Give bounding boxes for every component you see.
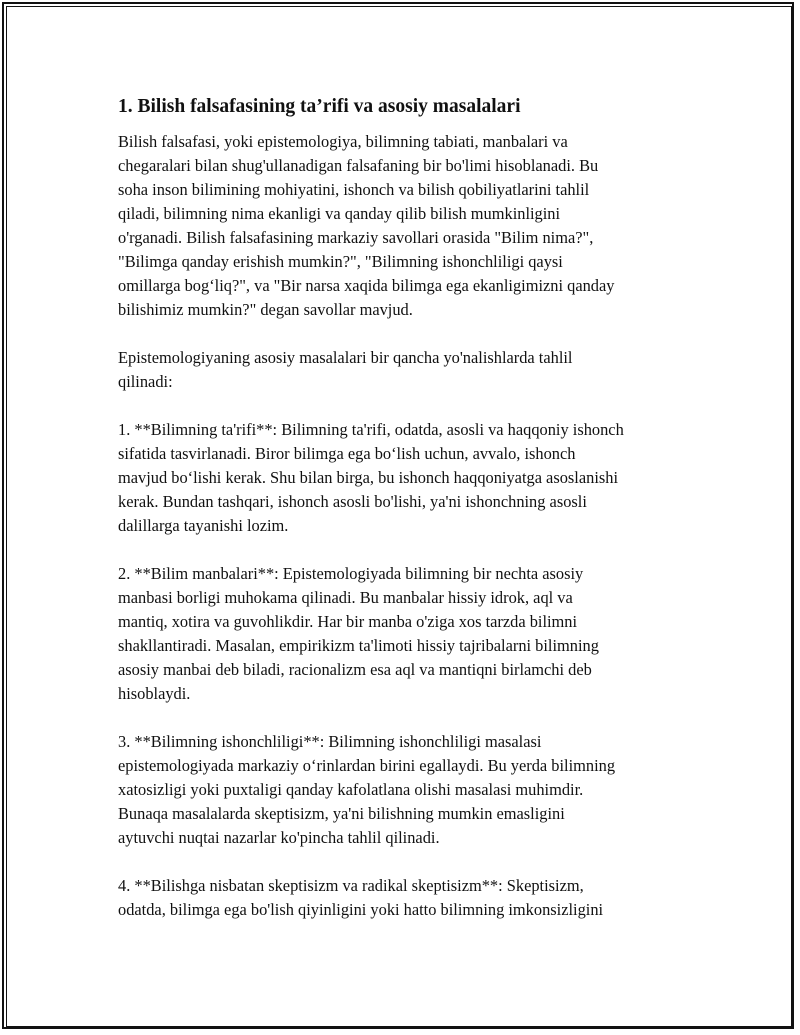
text-line: mavjud bo‘lishi kerak. Shu bilan birga, bu ishonch haqqoniyatga asoslanishi bbox=[118, 468, 618, 487]
text-line: manbasi borligi muhokama qilinadi. Bu manbalar hissiy idrok, aql va bbox=[118, 588, 573, 607]
text-line: soha inson bilimining mohiyatini, ishonch va bilish qobiliyatlarini tahlil bbox=[118, 180, 590, 199]
text-line: hisoblaydi. bbox=[118, 684, 191, 703]
text-line: mantiq, xotira va guvohlikdir. Har bir manba o'ziga xos tarzda bilimni bbox=[118, 612, 578, 631]
text-line: Epistemologiyaning asosiy masalalari bir qancha yo'nalishlarda tahlil bbox=[118, 348, 573, 367]
text-line: Bunaqa masalalarda skeptisizm, ya'ni bilishning mumkin emasligini bbox=[118, 804, 565, 823]
text-line: "Bilimga qanday erishish mumkin?", "Bilimning ishonchliligi qaysi bbox=[118, 252, 563, 271]
text-line: shakllantiradi. Masalan, empirikizm ta'limoti hissiy tajribalarni bilimning bbox=[118, 636, 599, 655]
text-line: epistemologiyada markaziy o‘rinlardan birini egallaydi. Bu yerda bilimning bbox=[118, 756, 616, 775]
paragraph-gap bbox=[118, 394, 688, 418]
text-line: 3. **Bilimning ishonchliligi**: Bilimning ishonchliligi masalasi bbox=[118, 732, 542, 751]
text-line: qilinadi: bbox=[118, 372, 173, 391]
text-line: o'rganadi. Bilish falsafasining markaziy savollari orasida "Bilim nima?", bbox=[118, 228, 594, 247]
document-title: 1. Bilish falsafasining ta’rifi va asosiy masalalari bbox=[118, 96, 521, 117]
paragraph-gap bbox=[118, 850, 688, 874]
text-line: dalillarga tayanishi lozim. bbox=[118, 516, 289, 535]
paragraph bbox=[118, 418, 688, 538]
text-line: qiladi, bilimning nima ekanligi va qanday qilib bilish mumkinligini bbox=[118, 204, 561, 223]
text-line: sifatida tasvirlanadi. Biror bilimga ega bo‘lish uchun, avvalo, ishonch bbox=[118, 444, 576, 463]
paragraph bbox=[118, 730, 688, 850]
paragraph bbox=[118, 346, 688, 394]
text-line: 4. **Bilishga nisbatan skeptisizm va radikal skeptisizm**: Skeptisizm, bbox=[118, 876, 584, 895]
text-line: Bilish falsafasi, yoki epistemologiya, bilimning tabiati, manbalari va bbox=[118, 132, 568, 151]
text-line: asosiy manbai deb biladi, racionalizm esa aql va mantiqni birlamchi deb bbox=[118, 660, 592, 679]
paragraph-gap bbox=[118, 538, 688, 562]
text-line: kerak. Bundan tashqari, ishonch asosli bo'lishi, ya'ni ishonchning asosli bbox=[118, 492, 587, 511]
text-line: 1. **Bilimning ta'rifi**: Bilimning ta'rifi, odatda, asosli va haqqoniy ishonch bbox=[118, 420, 624, 439]
paragraph bbox=[118, 874, 688, 922]
text-line: 2. **Bilim manbalari**: Epistemologiyada bilimning bir nechta asosiy bbox=[118, 564, 584, 583]
text-line: aytuvchi nuqtai nazarlar ko'pincha tahlil qilinadi. bbox=[118, 828, 440, 847]
paragraph-gap bbox=[118, 706, 688, 730]
paragraph bbox=[118, 130, 688, 322]
text-line: odatda, bilimga ega bo'lish qiyinligini yoki hatto bilimning imkonsizligini bbox=[118, 900, 604, 919]
text-line: bilishimiz mumkin?" degan savollar mavjud. bbox=[118, 300, 413, 319]
text-line: omillarga bog‘liq?", va "Bir narsa xaqida bilimga ega ekanligimizni qanday bbox=[118, 276, 615, 295]
paragraph bbox=[118, 562, 688, 706]
text-line: xatosizligi yoki puxtaligi qanday kafolatlana olishi masalasi muhimdir. bbox=[118, 780, 584, 799]
document-body bbox=[118, 94, 688, 922]
paragraph-gap bbox=[118, 322, 688, 346]
text-line: chegaralari bilan shug'ullanadigan falsafaning bir bo'limi hisoblanadi. Bu bbox=[118, 156, 599, 175]
paragraph-list bbox=[118, 130, 688, 922]
